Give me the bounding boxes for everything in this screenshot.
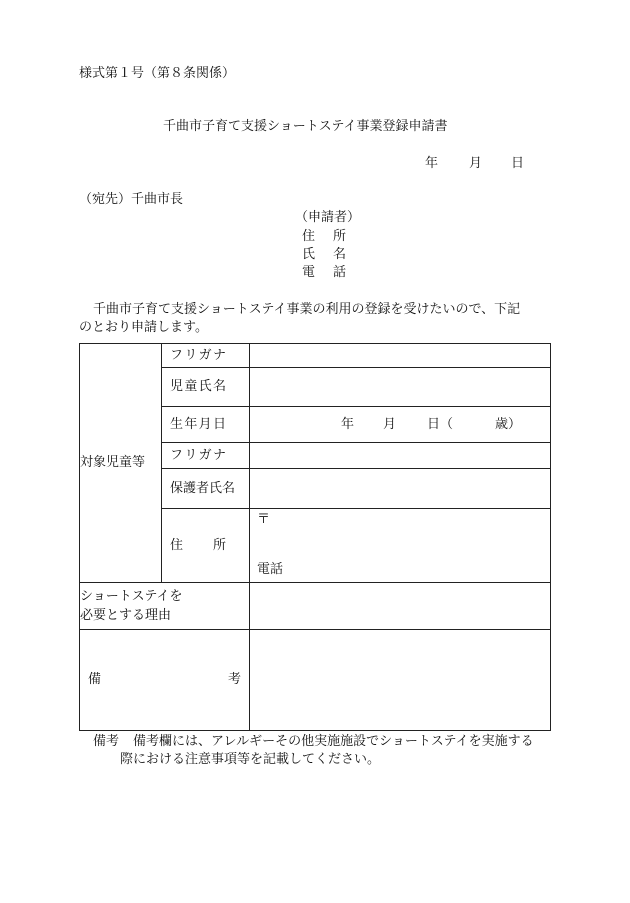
date-month-label: 月 [469, 156, 483, 171]
child-name-field[interactable] [250, 368, 551, 407]
table-row [80, 583, 551, 630]
table-row [80, 630, 551, 731]
address-field[interactable] [250, 509, 551, 583]
reason-label: ショートステイを 必要とする理由 [80, 583, 250, 630]
birthdate-year: 年 [341, 417, 355, 432]
address-phone-label: 電話 [257, 562, 284, 577]
applicant-phone-label: 電 話 [302, 265, 346, 280]
reason-field[interactable] [250, 583, 551, 630]
form-number: 様式第１号（第８条関係） [79, 66, 236, 81]
form-title: 千曲市子育て支援ショートステイ事業登録申請書 [163, 119, 448, 134]
footnote-label: 備考 [93, 734, 120, 749]
applicant-heading: （申請者） [295, 210, 361, 225]
child-name-label: 児 童 氏 名 [162, 368, 250, 407]
guardian-furigana-label: フ リ ガ ナ [162, 443, 250, 469]
date-day-label: 日 [511, 156, 525, 171]
guardian-name-label: 保護者氏名 [162, 469, 250, 509]
application-table [79, 343, 551, 731]
footnote-line1: 備考欄には、アレルギーその他実施施設でショートステイを実施する [133, 734, 534, 749]
birthdate-field[interactable] [250, 407, 551, 443]
table-row [80, 344, 551, 368]
footnote-line2: 際における注意事項等を記載してください。 [120, 752, 381, 767]
remarks-field[interactable] [250, 630, 551, 731]
guardian-name-field[interactable] [250, 469, 551, 509]
address-label: 住 所 [162, 509, 250, 583]
postal-mark: 〒 [257, 512, 271, 527]
date-year-label: 年 [425, 156, 439, 171]
child-furigana-label: フ リ ガ ナ [162, 344, 250, 368]
child-furigana-field[interactable] [250, 344, 551, 368]
applicant-name-label: 氏 名 [302, 247, 346, 262]
target-group-label: 対象児童等 [80, 344, 162, 583]
applicant-address-label: 住 所 [302, 229, 346, 244]
birthdate-day: 日（ [427, 417, 454, 432]
birthdate-month: 月 [383, 417, 397, 432]
guardian-furigana-field[interactable] [250, 443, 551, 469]
birthdate-label: 生 年 月 日 [162, 407, 250, 443]
addressee: （宛先）千曲市長 [79, 192, 184, 207]
intro-text-line1: 千曲市子育て支援ショートステイ事業の利用の登録を受けたいので、下記 [93, 302, 521, 317]
remarks-label: 備 考 [80, 630, 250, 731]
birthdate-age: 歳） [495, 417, 522, 432]
intro-text-line2: のとおり申請します。 [79, 320, 208, 335]
